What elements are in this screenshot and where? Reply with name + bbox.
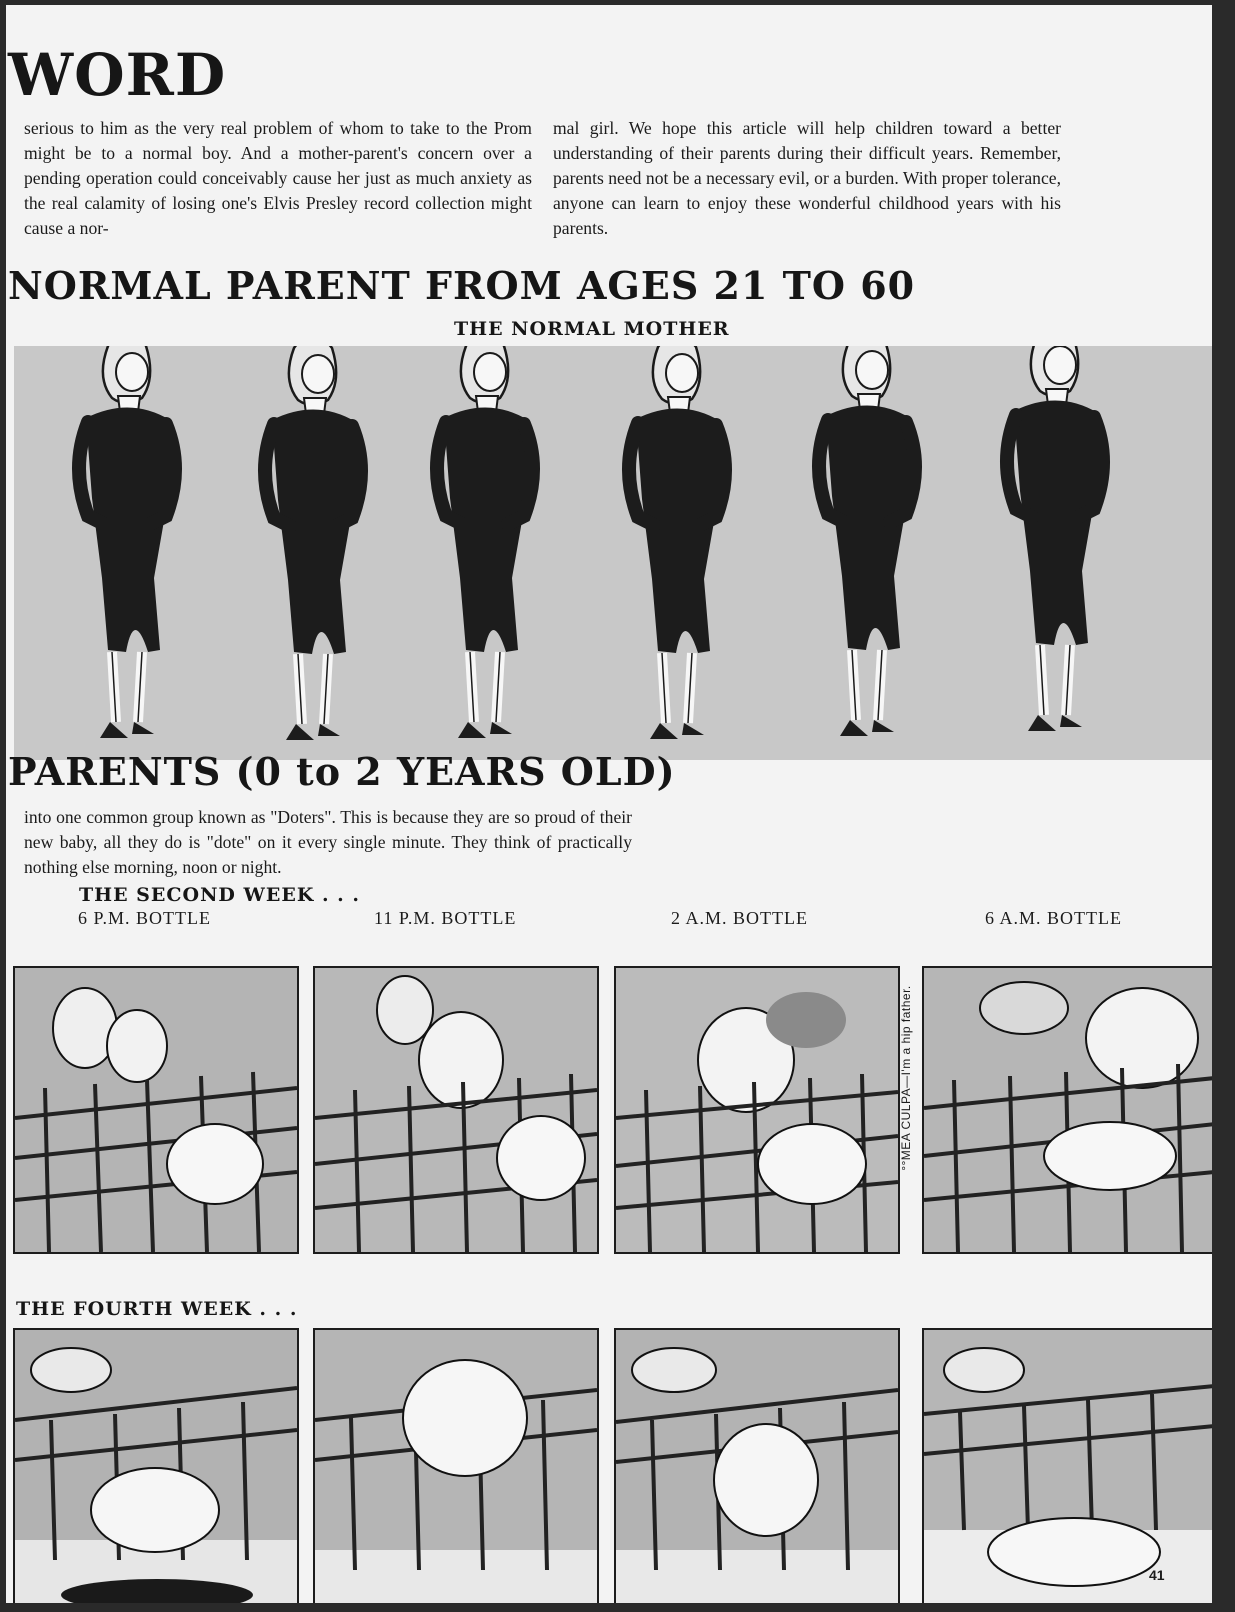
comic-panel-fourth-week-4: [922, 1328, 1212, 1603]
normal-mother-illustration: [14, 346, 1212, 760]
second-week-caption: THE SECOND WEEK . . .: [79, 884, 361, 906]
headline: WORD: [8, 41, 227, 109]
section-heading-normal-parent: NORMAL PARENT FROM AGES 21 TO 60: [8, 263, 916, 308]
intro-column-left: serious to him as the very real problem of whom to take to the Prom might be to a normal boy. And a mother-parent's concern over a pending operation could conceivably cause her just as much anxiety as the real calamity of losing one's Elvis Presley record collection might cause a nor-: [24, 118, 532, 238]
comic-panel-fourth-week-3: [614, 1328, 900, 1603]
comic-panel-6am-bottle: [922, 966, 1212, 1254]
margin-credit-text: °°MEA CULPA—I'm a hip father.: [899, 985, 913, 1171]
margin-credit-note: [894, 963, 918, 1203]
normal-mother-caption: THE NORMAL MOTHER: [454, 318, 730, 340]
comic-panel-fourth-week-1: [13, 1328, 299, 1603]
panel-label-2am: 2 A.M. BOTTLE: [671, 908, 808, 928]
panel-label-11pm: 11 P.M. BOTTLE: [374, 908, 517, 928]
page-number: 41: [1149, 1567, 1165, 1583]
comic-panel-fourth-week-2: [313, 1328, 599, 1603]
panel-label-6pm: 6 P.M. BOTTLE: [78, 908, 212, 928]
intro-column-right: mal girl. We hope this article will help children toward a better understanding of their parents during their difficult years. Remember, parents need not be a necessary evil, or a burden. With proper tolerance, anyone can learn to enjoy these wonderful childhood years with his parents.: [553, 118, 1061, 238]
panel-label-6am: 6 A.M. BOTTLE: [985, 908, 1122, 928]
doters-paragraph: into one common group known as "Doters". This is because they are so proud of their new baby, all they do is "dote" on it every single minute. They think of practically nothing else morning, noon or night.: [24, 807, 632, 877]
comic-panel-6pm-bottle: [13, 966, 299, 1254]
fourth-week-caption: THE FOURTH WEEK . . .: [16, 1298, 298, 1320]
comic-panel-11pm-bottle: [313, 966, 599, 1254]
magazine-page: [6, 5, 1212, 1603]
comic-panel-2am-bottle: [614, 966, 900, 1254]
section-heading-doters: PARENTS (0 to 2 YEARS OLD): [8, 749, 676, 794]
